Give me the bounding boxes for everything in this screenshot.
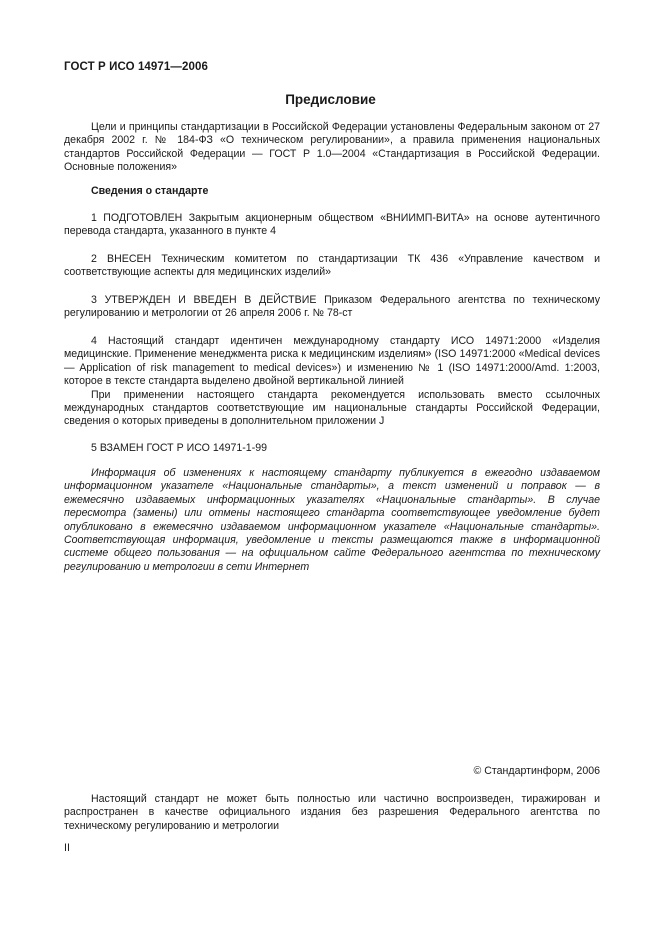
page-title: Предисловие — [285, 92, 376, 107]
copyright-line: © Стандартинформ, 2006 — [473, 765, 600, 777]
intro-paragraph — [64, 121, 600, 175]
item-5 — [64, 442, 600, 455]
section-subtitle: Сведения о стандарте — [91, 185, 209, 197]
notice-text: Информация об изменениях к настоящему стандарту публикуется в ежегодно издаваемом информационном указателе «Национальные стандарты», а текст изменений и поправок — в ежемесячно издаваемых информационных указателях «Национальные стандарты». В случае пересмотра (замены) или отмены настоящего стандарта соответствующее уведомление будет опубликовано в ежемесячно издаваемом информационном указателе «Национальные стандарты». Соответствующая информация, уведомление и тексты размещаются также в информационной системе общего пользования — на официальном сайте Федерального агентства по техническому регулированию и метрологии в сети Интернет — [64, 467, 600, 573]
item-2 — [64, 253, 600, 280]
item-4-note-text: При применении настоящего стандарта рекомендуется использовать вместо ссылочных международных стандартов соответствующие им национальные стандарты Российской Федерации, сведения о которых приведены в дополнительном приложении J — [64, 388, 600, 428]
item-4-text: 4 Настоящий стандарт идентичен международному стандарту ИСО 14971:2000 «Изделия медицинские. Применение менеджмента риска к медицинским изделиям» (ISO 14971:2000 «Medical devices — Application of risk management to medical devices») и изменению № 1 (ISO 14971:2000/Amd. 1:2003, которое в тексте стандарта выделено двойной вертикальной линией — [64, 335, 600, 388]
reproduction-notice — [64, 793, 600, 833]
page-number: II — [64, 842, 70, 854]
document-code: ГОСТ Р ИСО 14971—2006 — [64, 61, 209, 73]
item-1-text: 1 ПОДГОТОВЛЕН Закрытым акционерным обществом «ВНИИМП-ВИТА» на основе аутентичного перевода стандарта, указанного в пункте 4 — [64, 212, 600, 238]
item-3-text: 3 УТВЕРЖДЕН И ВВЕДЕН В ДЕЙСТВИЕ Приказом Федерального агентства по техническому регулированию и метрологии от 26 апреля 2006 г. № 78-ст — [64, 294, 600, 320]
item-3 — [64, 294, 600, 321]
item-1 — [64, 212, 600, 239]
intro-text: Цели и принципы стандартизации в Российской Федерации установлены Федеральным законом от 27 декабря 2002 г. № 184-ФЗ «О техническом регулировании», а правила применения национальных стандартов Российской Федерации — ГОСТ Р 1.0—2004 «Стандартизация в Российской Федерации. Основные положения» — [64, 121, 600, 174]
item-2-text: 2 ВНЕСЕН Техническим комитетом по стандартизации ТК 436 «Управление качеством и соответствующие аспекты для медицинских изделий» — [64, 253, 600, 279]
item-4 — [64, 335, 600, 429]
item-5-text: 5 ВЗАМЕН ГОСТ Р ИСО 14971-1-99 — [91, 442, 268, 454]
notice-paragraph — [64, 467, 600, 574]
reproduction-text: Настоящий стандарт не может быть полностью или частично воспроизведен, тиражирован и распространен в качестве официального издания без разрешения Федерального агентства по техническому регулированию и метрологии — [64, 793, 600, 832]
